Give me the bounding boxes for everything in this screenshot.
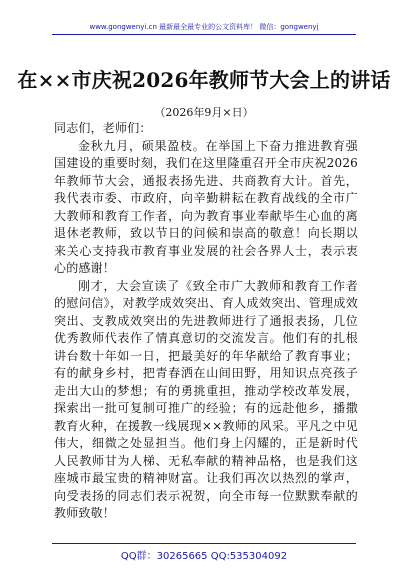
paragraph-2: 刚才，大会宣读了《致全市广大教师和教育工作者的慰问信》，对教学成效突出、育人成效突出、管理成效突出、支教成效突出的先进教师进行了通报表扬，几位优秀教师代表作了情真意切的交流发言。他们有的扎根讲台数十年如一日，把最美好的年华献给了教育事业；有的献身乡村，把青春洒在山间田野，用知识点亮孩子走出大山的梦想；有的勇挑重担，推动学校改革发展，探索出一批可复制可推广的经验；有的远赴他乡，播撒教育火种，在援教一线展现××教师的风采。平凡之中见伟大，细微之处显担当。他们身上闪耀的，正是新时代人民教师甘为人梯、无私奉献的精神品格，也是我们这座城市最宝贵的精神财富。让我们再次以热烈的掌声，向受表扬的同志们表示祝贺，向全市每一位默默奉献的教师致敬！ <box>54 278 358 520</box>
document-body <box>54 120 358 523</box>
footer-contact: QQ群：30265665 QQ:535304092 <box>120 551 288 562</box>
salutation: 同志们，老师们： <box>54 121 152 135</box>
header-divider <box>52 34 356 35</box>
paragraph-1: 金秋九月，硕果盈枝。在举国上下奋力推进教育强国建设的重要时刻，我们在这里隆重召开全市庆祝2026年教师节大会，通报表扬先进、共商教育大计。首先，我代表市委、市政府，向辛勤耕耘在教育战线的全市广大教师和教育工作者，向为教育事业奉献毕生心血的离退休老教师，致以节日的问候和崇高的敬意！向长期以来关心支持我市教育事业发展的社会各界人士，表示衷心的感谢！ <box>54 138 358 275</box>
document-date: （2026年9月×日） <box>154 106 254 119</box>
footer-divider <box>52 543 356 544</box>
header-banner: www.gongwenyi.cn 最新最全最专业的公文资料库！ 微信：gongwenyj <box>89 23 319 31</box>
document-title: 在××市庆祝2026年教师节大会上的讲话 <box>17 68 391 92</box>
